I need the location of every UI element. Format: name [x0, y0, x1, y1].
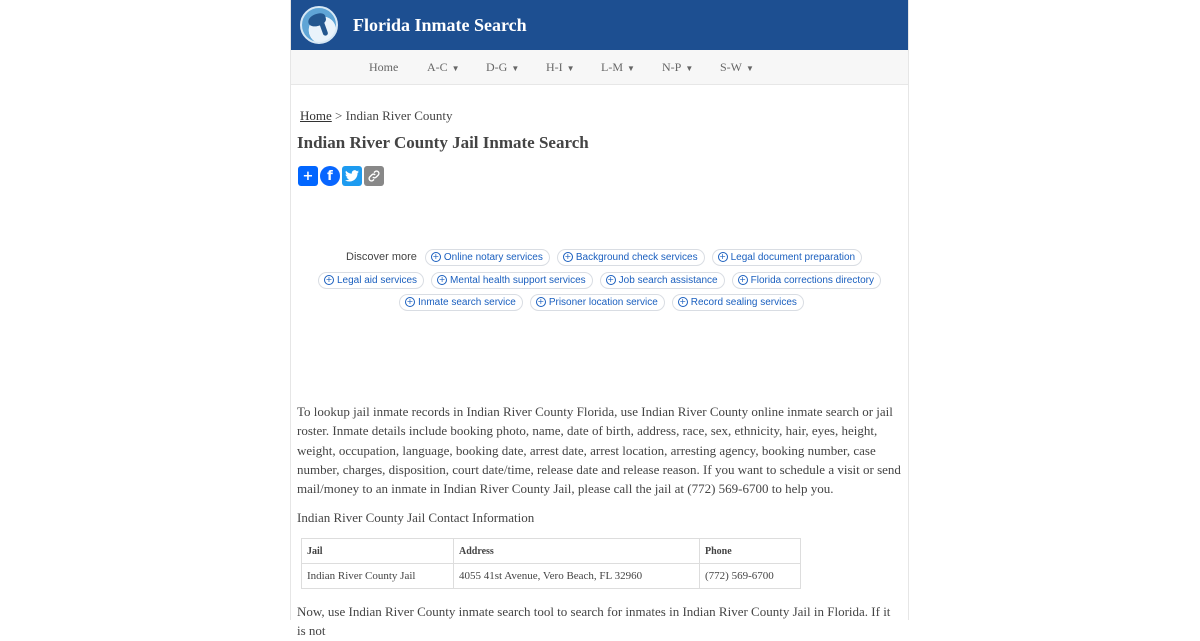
plus-circle-icon: +	[438, 275, 446, 284]
page-container	[290, 0, 909, 639]
chip-florida-corrections[interactable]: + Florida corrections directory	[732, 272, 881, 289]
chip-job-search[interactable]: + Job search assistance	[600, 272, 725, 289]
nav-home[interactable]: Home	[369, 60, 399, 74]
column-header-phone: Phone	[700, 539, 801, 564]
intro-paragraph: To lookup jail inmate records in Indian River County Florida, use Indian River County online inmate search or jail roster. Inmate details include booking photo, name, date of birth, address, race, sex, ethnicity, hair, eyes, height, weight, occupation, language, booking date, arrest date, arrest location, arresting agency, booking number, case number, charges, disposition, court date/time, release date and release reason. If you want to schedule a visit or send mail/money to an inmate in Indian River County Jail, please call the jail at (772) 569-6700 to help you.	[297, 404, 901, 497]
contact-heading: Indian River County Jail Contact Information	[297, 510, 535, 525]
plus-circle-icon: +	[564, 252, 572, 261]
page-title: Indian River County Jail Inmate Search	[297, 133, 589, 152]
site-header	[291, 0, 908, 50]
twitter-icon[interactable]	[342, 166, 362, 186]
plus-circle-icon: +	[607, 275, 615, 284]
breadcrumb-home-link[interactable]: Home	[300, 108, 332, 123]
plus-circle-icon: +	[537, 297, 545, 306]
caret-down-icon: ▼	[746, 63, 754, 73]
breadcrumb	[300, 108, 453, 124]
breadcrumb-separator: >	[335, 108, 343, 123]
jail-name-cell: Indian River County Jail	[302, 564, 454, 589]
site-logo-icon[interactable]	[300, 6, 338, 44]
chip-online-notary[interactable]: + Online notary services	[425, 249, 550, 266]
chip-prisoner-location[interactable]: + Prisoner location service	[530, 294, 665, 311]
caret-down-icon: ▼	[451, 63, 460, 73]
chip-record-sealing[interactable]: + Record sealing services	[672, 294, 804, 311]
chip-background-check[interactable]: + Background check services	[557, 249, 705, 266]
column-header-address: Address	[454, 539, 700, 564]
discover-label: Discover more	[346, 251, 417, 263]
nav-n-p[interactable]: N-P ▼	[662, 60, 694, 74]
plus-circle-icon: +	[325, 275, 333, 284]
chip-legal-aid[interactable]: + Legal aid services	[318, 272, 424, 289]
plus-circle-icon: +	[719, 252, 726, 261]
jail-phone-cell: (772) 569-6700	[700, 564, 801, 589]
share-plus-icon[interactable]: +	[298, 166, 318, 186]
site-brand[interactable]: Florida Inmate Search	[353, 14, 527, 35]
table-row	[302, 564, 801, 589]
caret-down-icon: ▼	[627, 63, 635, 73]
closing-paragraph: Now, use Indian River County inmate search tool to search for inmates in Indian River County Jail in Florida. If it is not	[297, 604, 891, 639]
column-header-jail: Jail	[302, 539, 454, 564]
nav-a-c[interactable]: A-C ▼	[427, 60, 460, 74]
chip-mental-health[interactable]: + Mental health support services	[431, 272, 593, 289]
jail-address-cell: 4055 41st Avenue, Vero Beach, FL 32960	[454, 564, 700, 589]
plus-circle-icon: +	[679, 297, 687, 306]
nav-s-w[interactable]: S-W ▼	[720, 60, 754, 74]
copy-link-icon[interactable]	[364, 166, 384, 186]
chip-legal-document[interactable]: + Legal document preparation	[712, 249, 863, 266]
breadcrumb-current: Indian River County	[345, 108, 453, 123]
nav-h-i[interactable]: H-I ▼	[546, 60, 575, 74]
jail-contact-table	[301, 538, 801, 589]
facebook-icon[interactable]: f	[320, 166, 340, 186]
plus-circle-icon: +	[432, 252, 440, 261]
table-header-row	[302, 539, 801, 564]
plus-circle-icon: +	[406, 297, 414, 306]
plus-circle-icon: +	[739, 275, 746, 284]
caret-down-icon: ▼	[685, 63, 694, 73]
caret-down-icon: ▼	[511, 63, 520, 73]
chip-inmate-search[interactable]: + Inmate search service	[399, 294, 523, 311]
share-buttons	[298, 166, 384, 186]
nav-d-g[interactable]: D-G ▼	[486, 60, 520, 74]
nav-l-m[interactable]: L-M ▼	[601, 60, 635, 74]
caret-down-icon: ▼	[566, 63, 575, 73]
